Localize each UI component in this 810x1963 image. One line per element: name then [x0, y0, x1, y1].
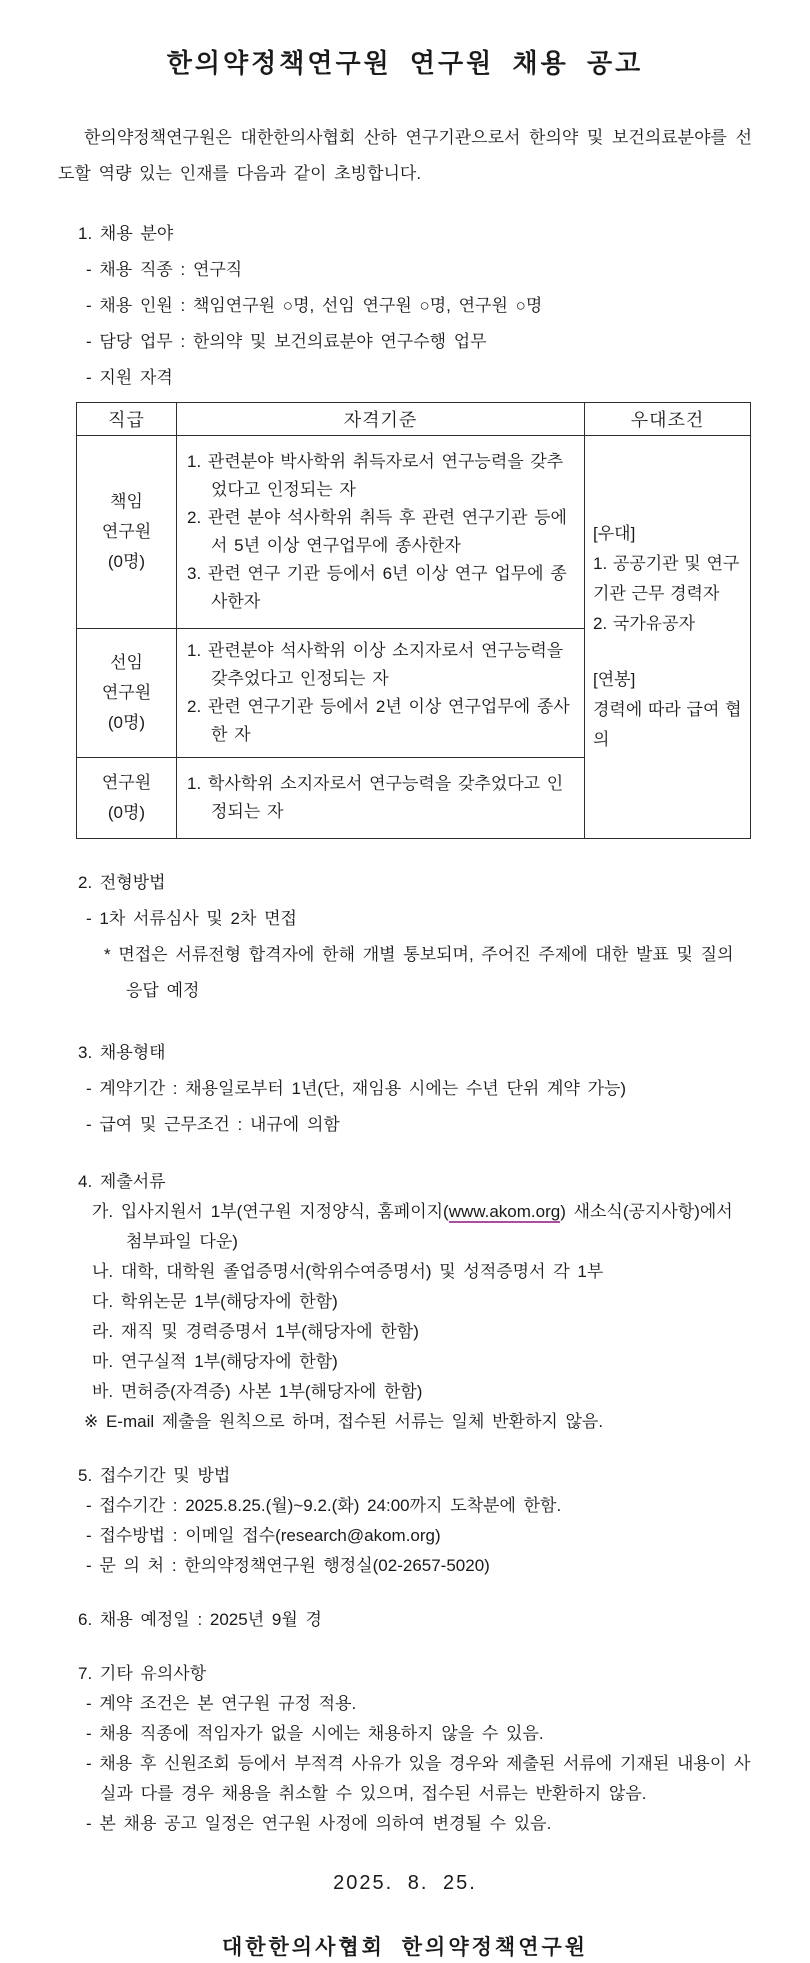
salary-text: 경력에 따라 급여 협의	[593, 700, 742, 749]
position-line: (0명)	[107, 803, 146, 822]
criteria-cell	[177, 436, 585, 629]
position-line: 선임	[110, 653, 143, 672]
qualification-table	[76, 402, 751, 839]
section-5-heading: 5. 접수기간 및 방법	[78, 1466, 231, 1485]
table-header-position: 직급	[77, 403, 177, 436]
preference-cell	[585, 436, 751, 839]
list-item: - 채용 직종에 적임자가 없을 시에는 채용하지 않을 수 있음.	[86, 1724, 544, 1743]
intro-paragraph: 한의약정책연구원은 대한한의사협회 산하 연구기관으로서 한의약 및 보건의료분야를 선도할 역량 있는 인재를 다음과 같이 초빙합니다.	[58, 128, 752, 183]
section-7-heading: 7. 기타 유의사항	[78, 1664, 207, 1683]
criteria-cell	[177, 758, 585, 839]
list-item: - 계약기간 : 채용일로부터 1년(단, 재임용 시에는 수년 단위 계약 가능)	[86, 1079, 627, 1098]
section-required-documents	[78, 1167, 752, 1437]
table-header-criteria: 자격기준	[177, 403, 585, 436]
announcement-page	[0, 46, 810, 1963]
list-item: - 본 채용 공고 일정은 연구원 사정에 의하여 변경될 수 있음.	[86, 1814, 552, 1833]
section-recruitment-field	[78, 216, 752, 396]
preference-item: 2. 국가유공자	[593, 614, 696, 633]
item-text: 가. 입사지원서 1부(연구원 지정양식, 홈페이지(	[92, 1202, 449, 1221]
section-expected-hire-date	[78, 1605, 752, 1635]
section-1-heading: 1. 채용 분야	[78, 224, 174, 243]
position-line: 연구원	[101, 683, 152, 702]
position-cell	[77, 629, 177, 758]
section-other-notes	[78, 1659, 752, 1839]
criteria-item: 1. 학사학위 소지자로서 연구능력을 갖추었다고 인정되는 자	[187, 774, 564, 821]
list-item: 다. 학위논문 1부(해당자에 한함)	[92, 1292, 338, 1311]
position-line: 책임	[110, 492, 143, 511]
interview-note: * 면접은 서류전형 합격자에 한해 개별 통보되며, 주어진 주제에 대한 발표 및 질의 응답 예정	[104, 945, 734, 1000]
criteria-item: 1. 관련분야 박사학위 취득자로서 연구능력을 갖추었다고 인정되는 자	[187, 452, 564, 499]
list-item: 바. 면허증(자격증) 사본 1부(해당자에 한함)	[92, 1382, 423, 1401]
list-item: - 채용 후 신원조회 등에서 부적격 사유가 있을 경우와 제출된 서류에 기재된 내용이 사실과 다를 경우 채용을 취소할 수 있으며, 접수된 서류는 반환하지 않음.	[86, 1754, 751, 1803]
section-3-heading: 3. 채용형태	[78, 1043, 166, 1062]
list-item: - 급여 및 근무조건 : 내규에 의함	[86, 1115, 340, 1134]
criteria-item: 1. 관련분야 석사학위 이상 소지자로서 연구능력을 갖추었다고 인정되는 자	[187, 641, 564, 688]
table-header-row	[77, 403, 751, 436]
section-application-period	[78, 1461, 752, 1581]
position-cell	[77, 436, 177, 629]
list-item: 마. 연구실적 1부(해당자에 한함)	[92, 1352, 338, 1371]
preference-item: 1. 공공기관 및 연구기관 근무 경력자	[593, 554, 740, 603]
criteria-item: 2. 관련 연구기관 등에서 2년 이상 연구업무에 종사한 자	[187, 697, 570, 744]
homepage-link[interactable]: www.akom.org	[448, 1202, 561, 1221]
page-title: 한의약정책연구원 연구원 채용 공고	[166, 48, 644, 78]
list-item: - 계약 조건은 본 연구원 규정 적용.	[86, 1694, 357, 1713]
item-text: ) 새소식(공지사항)에서 첨부파일 다운)	[126, 1202, 733, 1251]
position-line: 연구원	[101, 522, 152, 541]
issuing-organization: 대한한의사협회 한의약정책연구원	[221, 1936, 589, 1959]
list-item: - 문 의 처 : 한의약정책연구원 행정실(02-2657-5020)	[86, 1556, 490, 1575]
list-item: 나. 대학, 대학원 졸업증명서(학위수여증명서) 및 성적증명서 각 1부	[92, 1262, 604, 1281]
section-4-heading: 4. 제출서류	[78, 1172, 166, 1191]
section-selection-method	[78, 865, 752, 1009]
list-item: - 접수기간 : 2025.8.25.(월)~9.2.(화) 24:00까지 도착분에 한함.	[86, 1496, 562, 1515]
spacer	[593, 639, 742, 665]
criteria-item: 3. 관련 연구 기관 등에서 6년 이상 연구 업무에 종사한자	[187, 564, 567, 611]
section-2-heading: 2. 전형방법	[78, 873, 166, 892]
preference-heading: [우대]	[593, 524, 636, 543]
position-line: (0명)	[107, 552, 146, 571]
announcement-date: 2025. 8. 25.	[333, 1872, 477, 1894]
list-item: - 접수방법 : 이메일 접수(research@akom.org)	[86, 1526, 441, 1545]
section-employment-type	[78, 1035, 752, 1143]
list-item-application-form	[92, 1197, 752, 1257]
list-item: - 지원 자격	[86, 368, 173, 387]
salary-heading: [연봉]	[593, 670, 636, 689]
position-line: 연구원	[101, 773, 152, 792]
list-item: 라. 재직 및 경력증명서 1부(해당자에 한함)	[92, 1322, 419, 1341]
email-submission-note: ※ E-mail 제출을 원칙으로 하며, 접수된 서류는 일체 반환하지 않음.	[84, 1412, 604, 1431]
table-header-preference: 우대조건	[585, 403, 751, 436]
position-cell	[77, 758, 177, 839]
position-line: (0명)	[107, 713, 146, 732]
criteria-cell	[177, 629, 585, 758]
list-item: - 채용 직종 : 연구직	[86, 260, 243, 279]
table-row-senior-researcher	[77, 436, 751, 629]
list-item: - 담당 업무 : 한의약 및 보건의료분야 연구수행 업무	[86, 332, 487, 351]
list-item: - 채용 인원 : 책임연구원 ○명, 선임 연구원 ○명, 연구원 ○명	[86, 296, 543, 315]
section-6-heading: 6. 채용 예정일 : 2025년 9월 경	[78, 1610, 322, 1629]
criteria-item: 2. 관련 분야 석사학위 취득 후 관련 연구기관 등에서 5년 이상 연구업무에 종사한자	[187, 508, 567, 555]
list-item: - 1차 서류심사 및 2차 면접	[86, 909, 297, 928]
